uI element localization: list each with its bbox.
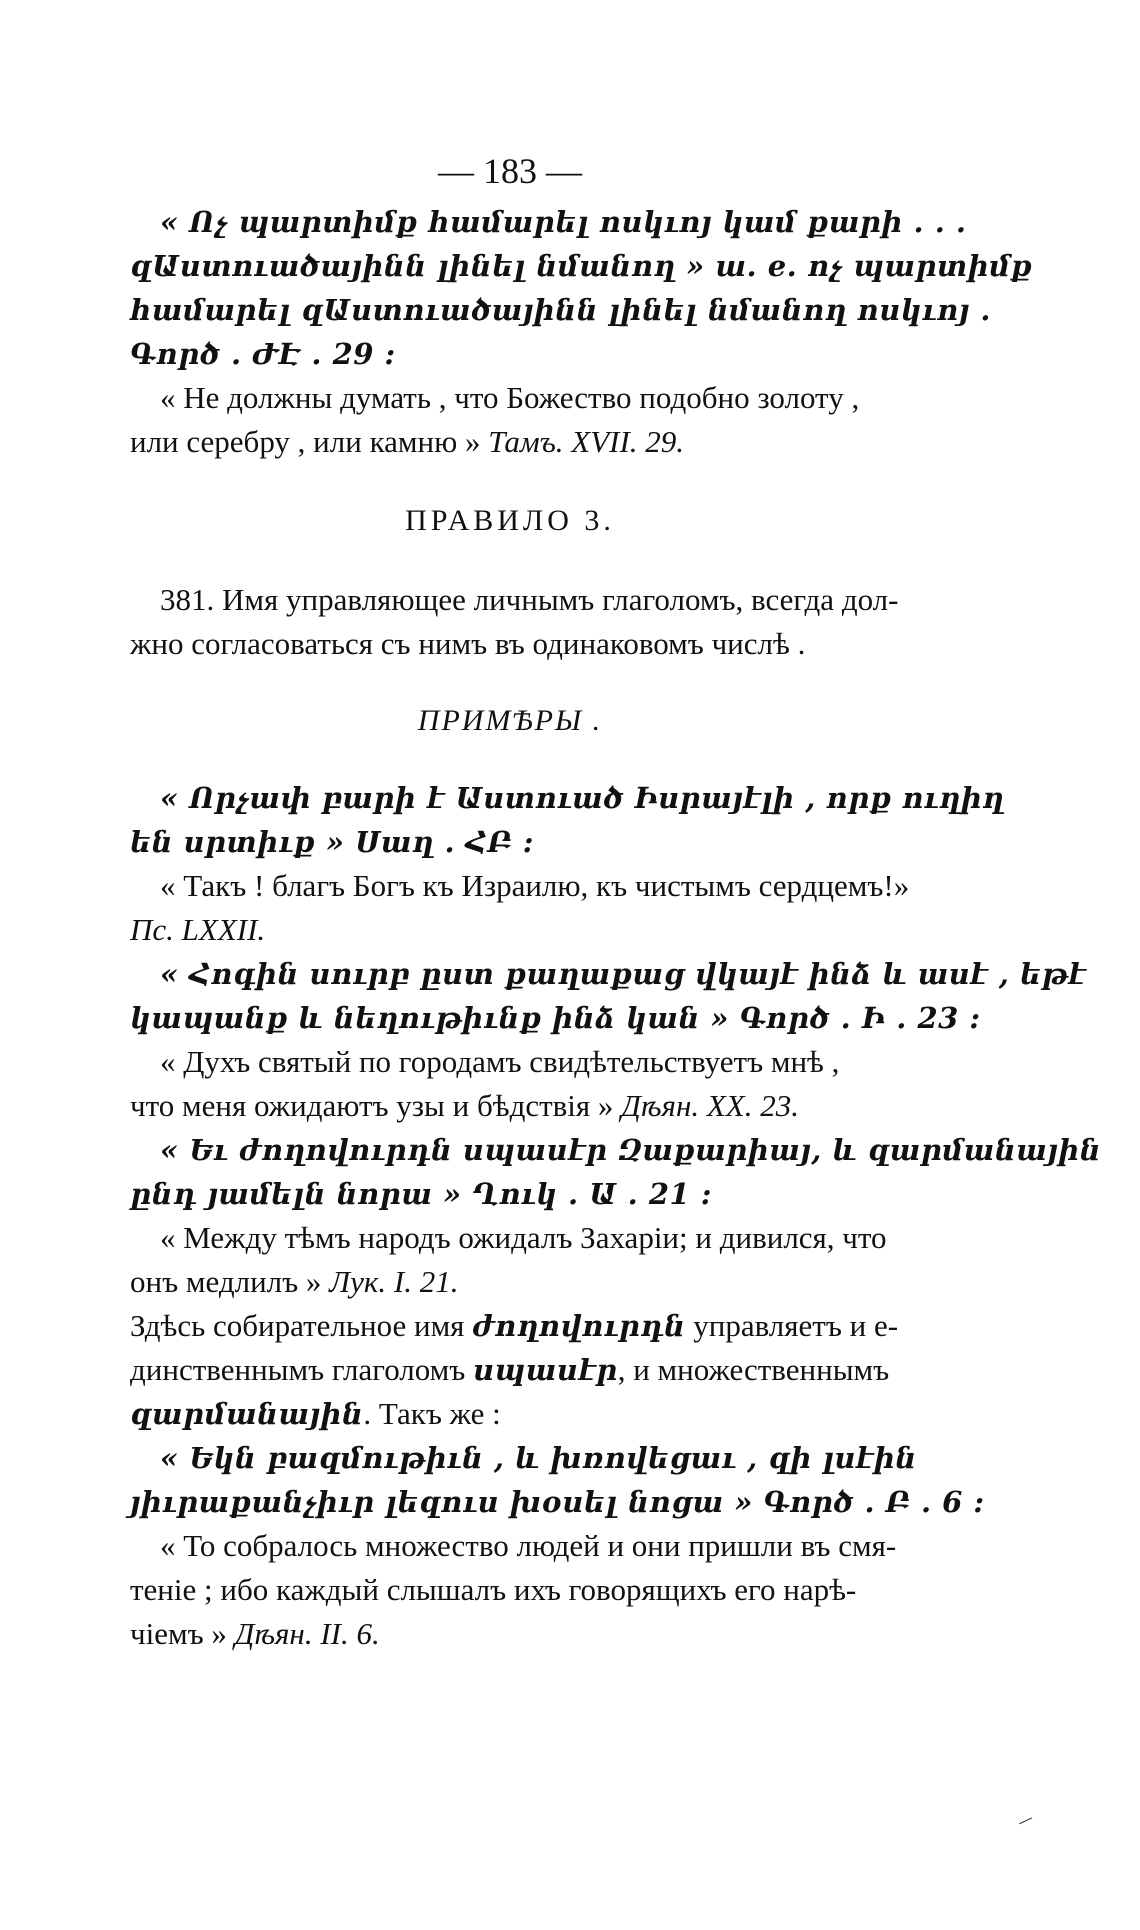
page-number: — 183 — [438,151,582,191]
reference: Тамъ. XVII. 29. [488,424,685,459]
armenian-line: Գործ . ԺԷ . 29 : [130,337,396,371]
armenian-line: են սրտիւք » Սաղ . ՀԲ : [130,825,534,859]
armenian-line: զԱստուածայինն լինել նմանող » ш. е. ոչ պարտիմք [130,249,1033,283]
armenian-line: « Ոչ պարտիմք համարել ոսկւոյ կամ քարի . . . [160,205,967,239]
armenian-line: « Որչափ բարի է Աստուած Իսրայէլի , որք ուղիղ [160,781,1005,815]
explanation-text: . Такъ же : [363,1396,501,1431]
examples-heading: ПРИМѢРЫ . [417,704,603,737]
rule-line: 381. Имя управляющее личнымъ глаголомъ, всегда дол- [160,582,899,617]
explanation-text: динственнымъ глаголомъ [130,1352,466,1387]
example-4 [130,1436,985,1656]
russian-text: или серебру , или камню » [130,424,481,459]
example-3 [130,1128,1102,1304]
quote-block-1 [130,200,1033,464]
russian-line [130,1260,890,1304]
explanation-line [130,1392,890,1436]
example-1 [130,776,1005,952]
armenian-line: համարել զԱստուածայինն լինել նմանող ոսկւոյ . [130,293,991,327]
russian-line: « Между тѣмъ народъ ожидалъ Захаріи; и дивился, что [160,1220,887,1255]
explanation-text: , и множественнымъ [617,1352,890,1387]
russian-text: онъ медлилъ » [130,1264,322,1299]
explanation-text: управляетъ и е- [693,1308,899,1343]
russian-line: « Такъ ! благъ Богъ къ Израилю, къ чистымъ сердцемъ!» [160,868,910,903]
reference: Лук. I. 21. [329,1264,459,1299]
russian-line [130,1612,890,1656]
russian-line [130,420,890,464]
armenian-line: յիւրաքանչիւր լեզուս խօսել նոցա » Գործ . Բ . 6 : [130,1485,985,1519]
rule-text [130,578,899,666]
russian-line: теніе ; ибо каждый слышалъ ихъ говорящихъ его нарѣ- [130,1572,857,1607]
armenian-line: « Եւ ժողովուրդն սպասէր Զաքարիայ, և զարմանային [160,1133,1102,1167]
armenian-line: կապանք և նեղութիւնք ինձ կան » Գործ . Ի . 23 : [130,1001,981,1035]
russian-text: что меня ожидаютъ узы и бѣдствія » [130,1088,614,1123]
print-speck [1019,1817,1035,1829]
rule-line: жно согласоваться съ нимъ въ одинаковомъ числѣ . [130,626,806,661]
russian-line: « То собралось множество людей и они пришли въ смя- [160,1528,897,1563]
russian-line: « Духъ святый по городамъ свидѣтельствуетъ мнѣ , [160,1044,840,1079]
explanation-text: Здѣсь собирательное имя [130,1308,465,1343]
armenian-line: ընդ յամելն նորա » Ղուկ . Ա . 21 : [130,1177,712,1211]
explanation-line [130,1304,899,1348]
reference: Дѣян. II. 6. [234,1616,380,1651]
document-page [130,150,1102,1656]
explanation [130,1304,899,1436]
rule-heading: ПРАВИЛО 3. [405,504,615,537]
russian-text: чіемъ » [130,1616,227,1651]
reference: Дѣян. XX. 23. [621,1088,799,1123]
reference: Пс. LXXII. [130,912,266,947]
russian-line [130,1084,890,1128]
armenian-word: սպասէր [473,1353,618,1387]
armenian-word: ժողովուրդն [472,1309,686,1343]
armenian-word: զարմանային [130,1397,364,1431]
armenian-line: « Եկն բազմութիւն , և խռովեցաւ , զի լսէին [160,1441,917,1475]
armenian-line: « Հոգին սուրբ ըստ քաղաքաց վկայէ ինձ և ասէ , եթէ [160,957,1087,991]
example-2 [130,952,1087,1128]
explanation-line [130,1348,890,1392]
russian-line: « Не должны думать , что Божество подобно золоту , [160,380,860,415]
